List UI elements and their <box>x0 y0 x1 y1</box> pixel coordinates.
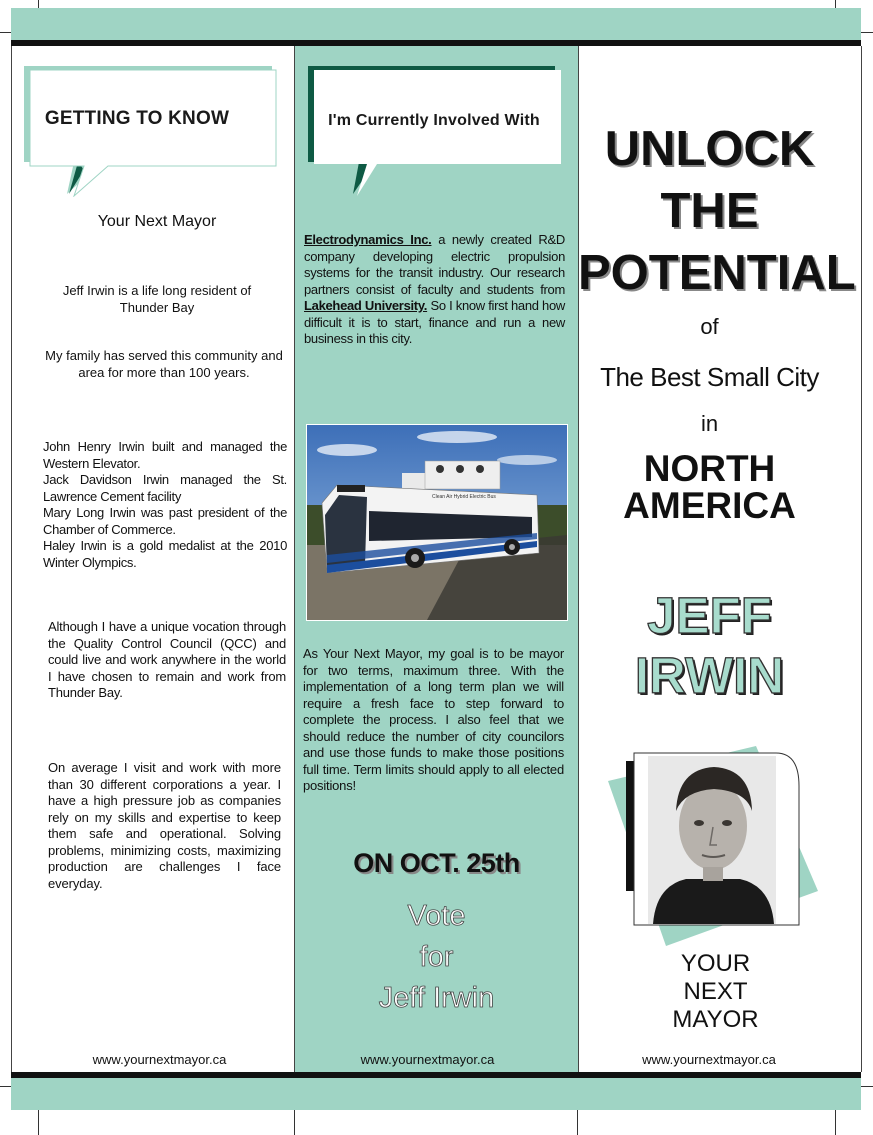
headline: THE <box>660 184 759 238</box>
candidate-name: IRWIN <box>634 647 785 704</box>
candidate-name: JEFF <box>647 587 772 644</box>
list-item: Mary Long Irwin was past president of the Chamber of Commerce. <box>43 505 287 537</box>
region: AMERICA <box>623 485 796 526</box>
ancestors-list <box>43 439 287 571</box>
bubble-title: I'm Currently Involved With <box>328 112 540 129</box>
crop-mark <box>294 1110 295 1135</box>
goal-paragraph: As Your Next Mayor, my goal is to be mayor for two terms, maximum three. With the implementation of a long term plan we will require a fresh face to step forward to complete the process. I also feel that we should reduce the number of city councilors and use those funds to make those positions full time. Term limits should apply to all elected positions! <box>303 646 564 793</box>
crop-mark <box>835 0 836 8</box>
company-text: a newly created R&D company developing electric propulsion systems for the transit industry. Our research partners consist of faculty and students from <box>304 232 565 297</box>
crop-mark <box>0 1086 11 1087</box>
list-item: Jack Davidson Irwin managed the St. Lawrence Cement facility <box>43 472 287 504</box>
candidate-photo <box>606 741 826 951</box>
crop-mark <box>38 0 39 8</box>
top-band <box>11 8 861 41</box>
bottom-band <box>11 1078 861 1110</box>
middle-panel <box>294 46 579 1072</box>
bus-photo <box>306 424 568 621</box>
headline: UNLOCK <box>604 122 815 176</box>
election-date: ON OCT. 25th <box>353 848 520 878</box>
website-link[interactable]: www.yournextmayor.ca <box>92 1052 227 1067</box>
left-panel <box>11 46 295 1072</box>
crop-mark <box>0 32 11 33</box>
tagline-line: NEXT <box>683 978 748 1005</box>
city-text: The Best Small City <box>600 362 819 392</box>
region: NORTH <box>643 448 776 489</box>
company-text: So I know first hand how difficult it is to start, finance and run a new business in this city. <box>304 298 565 346</box>
tagline-line: YOUR <box>680 950 751 977</box>
crop-mark <box>861 32 873 33</box>
work-text: On average I visit and work with more than 30 different corporations a year. I have a high pressure job as companies rely on my skills and expertise to keep them safe and operational. Solving problems, minimizing costs, maximizing production are challenges I face everyday. <box>48 760 281 891</box>
company-paragraph <box>304 232 565 348</box>
crop-mark <box>835 1110 836 1135</box>
website-link[interactable]: www.yournextmayor.ca <box>642 1052 776 1067</box>
of-text: of <box>700 314 719 339</box>
right-panel <box>578 46 862 1072</box>
vocation-text: Although I have a unique vocation through the Quality Control Council (QCC) and could live and work anywhere in the world I have chosen to remain and work from Thunder Bay. <box>48 619 286 700</box>
in-text: in <box>700 411 719 436</box>
crop-mark <box>861 1086 873 1087</box>
vote-line: for <box>419 941 454 973</box>
vote-line: Jeff Irwin <box>378 982 495 1014</box>
vote-line: Vote <box>407 900 466 932</box>
list-item: Haley Irwin is a gold medalist at the 2010 Winter Olympics. <box>43 538 287 570</box>
website-link[interactable]: www.yournextmayor.ca <box>360 1052 495 1067</box>
crop-mark <box>38 1110 39 1135</box>
resident-text: Jeff Irwin is a life long resident of Thunder Bay <box>62 283 252 315</box>
family-text: My family has served this community and area for more than 100 years. <box>45 348 283 380</box>
subtitle: Your Next Mayor <box>97 213 217 230</box>
tagline <box>628 950 803 1034</box>
bubble-title: GETTING TO KNOW <box>44 108 230 129</box>
list-item: John Henry Irwin built and managed the Western Elevator. <box>43 439 287 471</box>
company-link[interactable]: Electrodynamics Inc. <box>304 232 432 247</box>
crop-mark <box>577 1110 578 1135</box>
tagline-line: MAYOR <box>672 1006 759 1033</box>
bus-label: Clean Air Hybrid Electric Bus <box>432 494 496 500</box>
headline: POTENTIAL <box>578 246 856 300</box>
university-link[interactable]: Lakehead University. <box>304 298 428 313</box>
